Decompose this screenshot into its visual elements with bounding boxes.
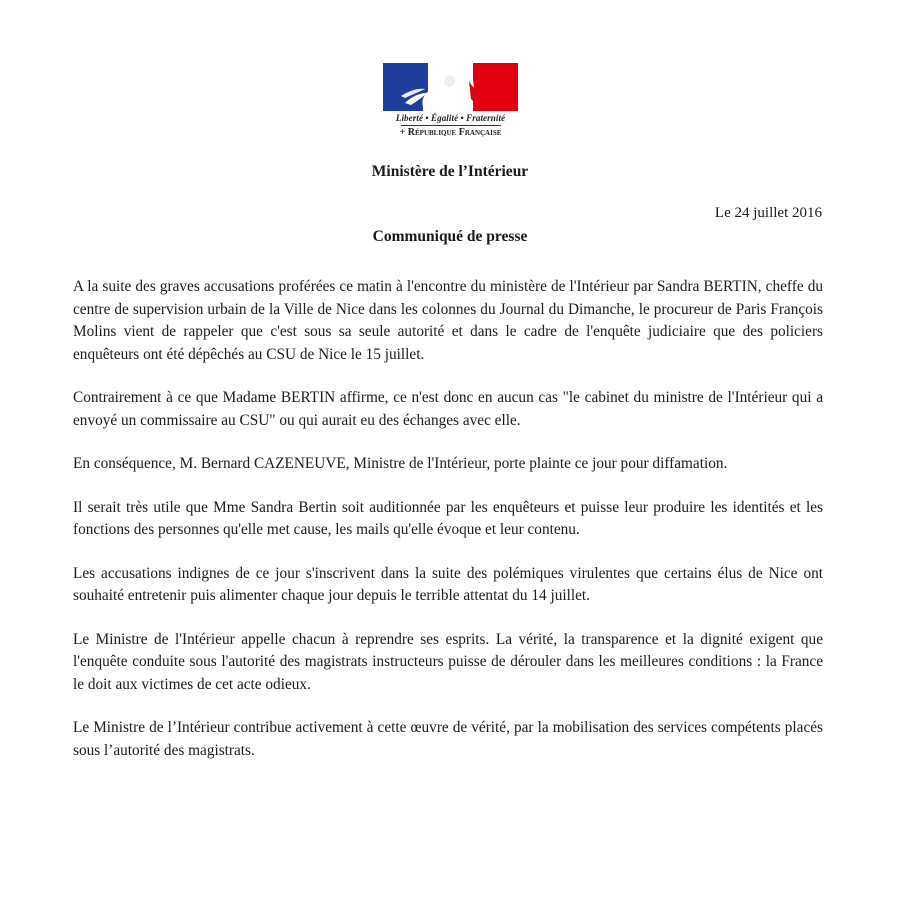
paragraph: En conséquence, M. Bernard CAZENEUVE, Ministre de l'Intérieur, porte plainte ce jour pour diffamation. (73, 455, 728, 472)
logo-name: + République Française (399, 127, 502, 138)
ministry-name: Ministère de l’Intérieur (371, 163, 529, 180)
paragraph: Les accusations indignes de ce jour s'inscrivent dans la suite des polémiques virulentes que certains élus de Nice ont souhaité entretenir puis alimenter chaque jour depuis le terrible attentat du 14 juillet. (73, 564, 823, 604)
document-date: Le 24 juillet 2016 (714, 205, 822, 221)
document-body (73, 276, 823, 783)
document-title: Communiqué de presse (372, 228, 528, 245)
logo-motto: Liberté • Égalité • Fraternité (395, 113, 506, 123)
paragraph: Le Ministre de l'Intérieur appelle chacun à reprendre ses esprits. La vérité, la transparence et la dignité exigent que l'enquête conduite sous l'autorité des magistrats instructeurs puisse de dérouler dans les meilleures conditions : la France le doit aux victimes de cet acte odieux. (73, 630, 823, 693)
paragraph: Le Ministre de l’Intérieur contribue activement à cette œuvre de vérité, par la mobilisation des services compétents placés sous l’autorité des magistrats. (73, 719, 823, 759)
republique-francaise-logo (383, 63, 518, 138)
paragraph: A la suite des graves accusations proférées ce matin à l'encontre du ministère de l'Intérieur par Sandra BERTIN, cheffe du centre de supervision urbain de la Ville de Nice dans les colonnes du Journal du Dimanche, le procureur de Paris François Molins vient de rappeler que c'est sous sa seule autorité et dans le cadre de l'enquête judiciaire que des policiers enquêteurs ont été dépêchés au CSU de Nice le 15 juillet. (73, 278, 823, 363)
paragraph: Il serait très utile que Mme Sandra Bertin soit auditionnée par les enquêteurs et puisse leur produire les identités et les fonctions des personnes qu'elle met cause, les mails qu'elle évoque et leur contenu. (73, 498, 823, 538)
paragraph: Contrairement à ce que Madame BERTIN affirme, ce n'est donc en aucun cas "le cabinet du ministre de l'Intérieur qui a envoyé un commissaire au CSU" ou qui aurait eu des échanges avec elle. (73, 389, 823, 429)
marianne-logo-icon (383, 63, 518, 111)
logo-divider (401, 125, 501, 126)
